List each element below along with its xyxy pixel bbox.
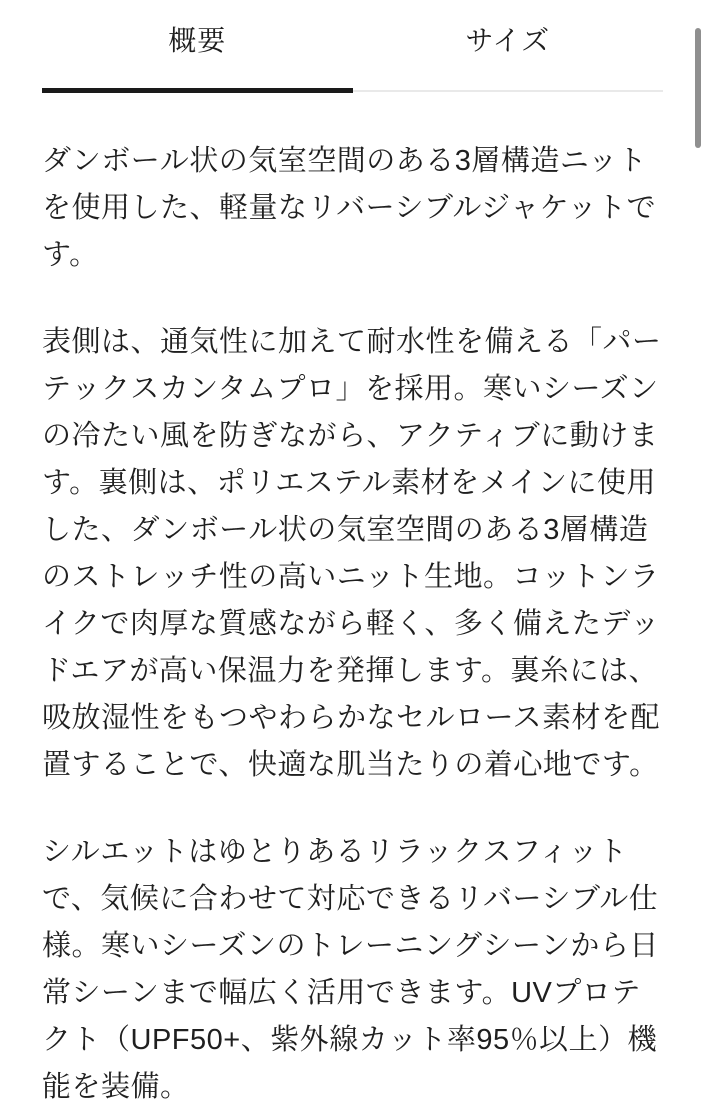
description-paragraph-3: シルエットはゆとりあるリラックスフィットで、気候に合わせて対応できるリバーシブル仕様。寒いシーズンのトレーニングシーンから日常シーンまで幅広く活用できます。UVプロテクト（UPF50+、紫外線カット率95％以上）機能を装備。 [42, 836, 659, 1103]
tab-size-label: サイズ [465, 25, 551, 56]
scrollbar-thumb[interactable] [695, 28, 701, 148]
tab-overview[interactable] [42, 0, 353, 90]
tab-overview-label: 概要 [168, 25, 227, 56]
overview-panel [42, 138, 663, 1111]
tab-bar [42, 0, 663, 92]
tab-size[interactable] [353, 0, 664, 90]
description-paragraph-2: 表側は、通気性に加えて耐水性を備える「パーテックスカンタムプロ」を採用。寒いシーズンの冷たい風を防ぎながら、アクティブに動けます。裏側は、ポリエステル素材をメインに使用した、ダンボール状の気室空間のある3層構造のストレッチ性の高いニット生地。コットンライクで肉厚な質感ながら軽く、多く備えたデッドエアが高い保温力を発揮します。裏糸には、吸放湿性をもつやわらかなセルロース素材を配置することで、快適な肌当たりの着心地です。 [42, 326, 662, 781]
description-paragraph-1: ダンボール状の気室空間のある3層構造ニットを使用した、軽量なリバーシブルジャケットです。 [42, 145, 657, 271]
